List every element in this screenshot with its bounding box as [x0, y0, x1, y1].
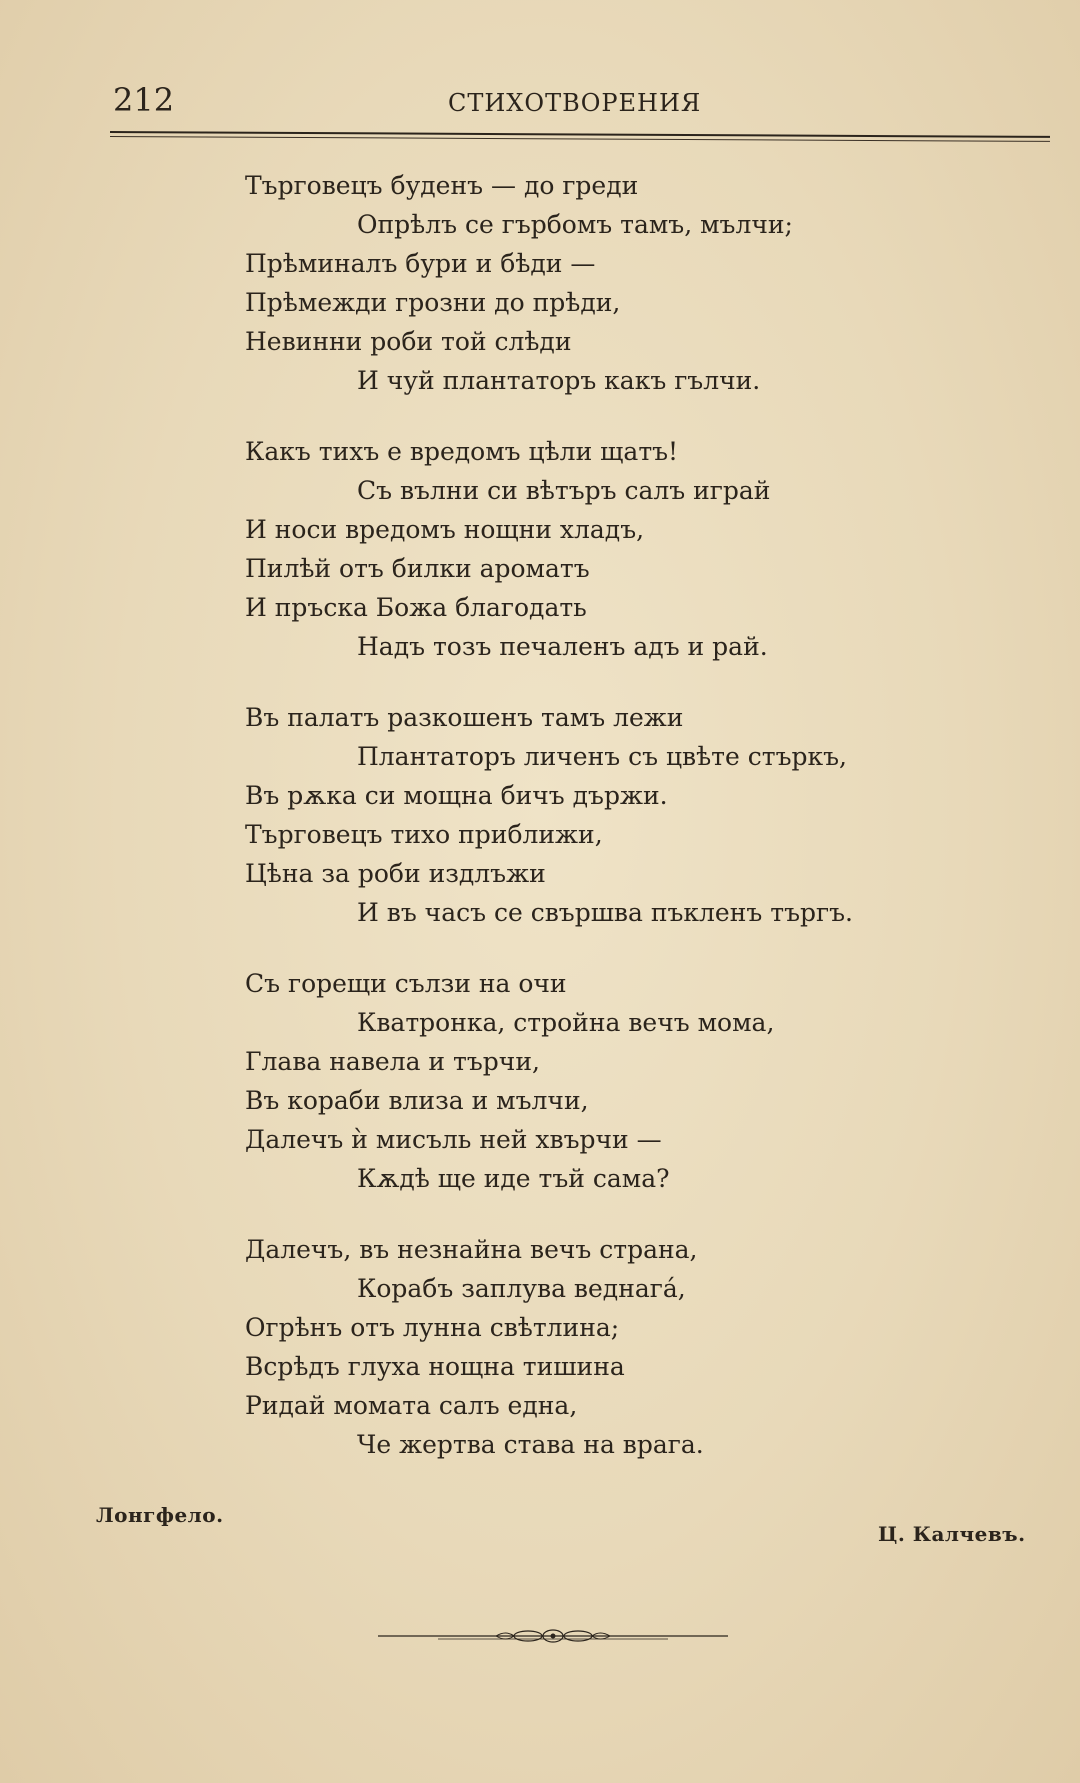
poem-line: Ридай момата салъ една,	[245, 1391, 578, 1420]
poem-line: Съ горещи сълзи на очи	[245, 969, 567, 998]
ornament-divider	[378, 1624, 728, 1648]
stanza	[245, 432, 945, 666]
poem-line: Надъ тозъ печаленъ адъ и рай.	[357, 632, 768, 661]
poem-line: Въ кораби влиза и мълчи,	[245, 1086, 589, 1115]
poem-line: И чуй плантаторъ какъ гълчи.	[357, 366, 761, 395]
poem-line: Плантаторъ личенъ съ цвѣте стъркъ,	[357, 742, 847, 771]
stanza	[245, 964, 945, 1198]
poem-line: Далечъ ѝ мисъль ней хвърчи —	[245, 1125, 662, 1154]
poem-line: Прѣмежди грозни до прѣди,	[245, 288, 621, 317]
poem-line: Съ вълни си вѣтъръ салъ играй	[357, 476, 771, 505]
stanza	[245, 1230, 945, 1464]
poem-line: И пръска Божа благодать	[245, 593, 587, 622]
poem-line: Кѫдѣ ще иде тъй сама?	[357, 1164, 670, 1193]
poem-line: Огрѣнъ отъ лунна свѣтлина;	[245, 1313, 620, 1342]
page-header	[113, 81, 1048, 124]
page-number: 212	[113, 81, 175, 119]
poem-line: Всрѣдъ глуха нощна тишина	[245, 1352, 625, 1381]
poem	[245, 166, 945, 1496]
poem-line: Търговецъ тихо приближи,	[245, 820, 603, 849]
poem-line: Въ палатъ разкошенъ тамъ лежи	[245, 703, 684, 732]
poem-line: Че жертва става на врага.	[357, 1430, 704, 1459]
poem-line: И въ часъ се свършва пъкленъ търгъ.	[357, 898, 853, 927]
poem-line: Въ рѫка си мощна бичъ държи.	[245, 781, 668, 810]
poem-line: Далечъ, въ незнайна вечъ страна,	[245, 1235, 698, 1264]
poem-line: Пилѣй отъ билки ароматъ	[245, 554, 590, 583]
poem-line: Кватронка, стройна вечъ мома,	[357, 1008, 775, 1037]
poem-line: Какъ тихъ е вредомъ цѣли щатъ!	[245, 437, 679, 466]
original-author: Лонгфело.	[96, 1503, 224, 1527]
poem-line: Глава навела и търчи,	[245, 1047, 540, 1076]
poem-line: И носи вредомъ нощни хладъ,	[245, 515, 645, 544]
stanza	[245, 166, 945, 400]
poem-line: Невинни роби той слѣди	[245, 327, 572, 356]
poem-line: Корабъ заплува веднага́,	[357, 1274, 686, 1303]
running-title: СТИХОТВОРЕНИЯ	[448, 89, 702, 117]
poem-line: Цѣна за роби издлъжи	[245, 859, 546, 888]
header-rule	[110, 131, 1050, 144]
translator-signature: Ц. Калчевъ.	[878, 1522, 1026, 1546]
poem-line: Търговецъ буденъ — до греди	[245, 171, 639, 200]
stanza	[245, 698, 945, 932]
poem-line: Опрѣлъ се гърбомъ тамъ, мълчи;	[357, 210, 793, 239]
poem-line: Прѣминалъ бури и бѣди —	[245, 249, 596, 278]
